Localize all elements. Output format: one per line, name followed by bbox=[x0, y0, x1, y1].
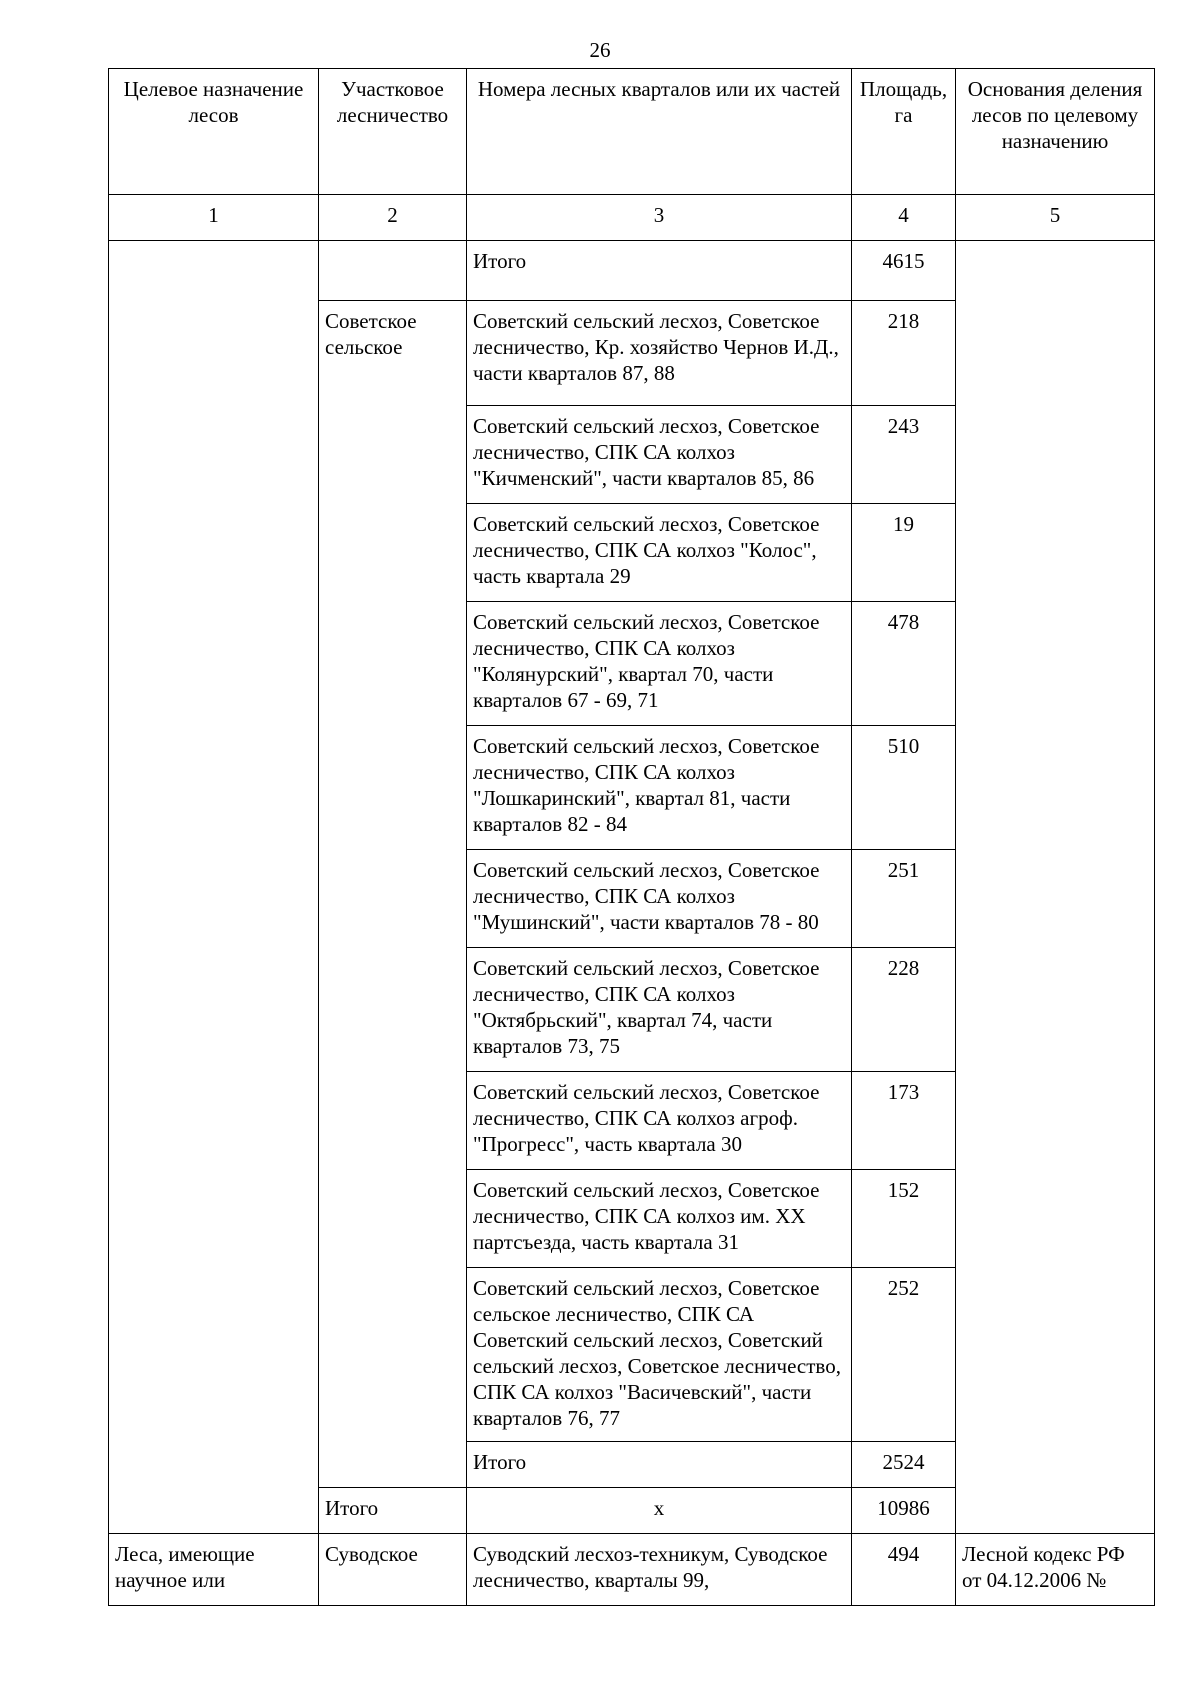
description-cell: Советский сельский лесхоз, Советское лесничество, СПК СА колхоз "Мушинский", части кварталов 78 - 80 bbox=[467, 850, 852, 948]
header-area: Площадь, га bbox=[852, 69, 956, 195]
area-cell: 10986 bbox=[852, 1488, 956, 1534]
table-row bbox=[109, 241, 1155, 301]
area-cell: 510 bbox=[852, 726, 956, 850]
table-header-row bbox=[109, 69, 1155, 195]
area-cell: 478 bbox=[852, 602, 956, 726]
district-cell: Советское сельское bbox=[319, 301, 467, 1488]
description-cell: Советский сельский лесхоз, Советское лесничество, СПК СА колхоз "Лошкаринский", квартал 81, части кварталов 82 - 84 bbox=[467, 726, 852, 850]
description-cell: Советский сельский лесхоз, Советское лесничество, Кр. хозяйство Чернов И.Д., части кварталов 87, 88 bbox=[467, 301, 852, 406]
area-cell: 251 bbox=[852, 850, 956, 948]
header-basis: Основания деления лесов по целевому назначению bbox=[956, 69, 1155, 195]
column-number: 1 bbox=[109, 195, 319, 241]
description-cell: Советский сельский лесхоз, Советское лесничество, СПК СА колхоз "Колос", часть квартала 29 bbox=[467, 504, 852, 602]
description-cell: Советский сельский лесхоз, Советское лесничество, СПК СА колхоз "Кичменский", части кварталов 85, 86 bbox=[467, 406, 852, 504]
area-cell: 19 bbox=[852, 504, 956, 602]
description-cell: х bbox=[467, 1488, 852, 1534]
header-quarters: Номера лесных кварталов или их частей bbox=[467, 69, 852, 195]
area-cell: 252 bbox=[852, 1268, 956, 1442]
district-cell: Суводское bbox=[319, 1534, 467, 1606]
description-cell: Советский сельский лесхоз, Советское лесничество, СПК СА колхоз "Октябрьский", квартал 74, части кварталов 73, 75 bbox=[467, 948, 852, 1072]
forest-allocation-table bbox=[108, 68, 1155, 1606]
area-cell: 2524 bbox=[852, 1442, 956, 1488]
area-cell: 218 bbox=[852, 301, 956, 406]
header-district: Участковое лесничество bbox=[319, 69, 467, 195]
area-cell: 152 bbox=[852, 1170, 956, 1268]
area-cell: 243 bbox=[852, 406, 956, 504]
description-cell: Советский сельский лесхоз, Советское сельское лесничество, СПК СА Советский сельский лесхоз, Советский сельский лесхоз, Советское лесничество, СПК СА колхоз "Васичевский", части кварталов 76, 77 bbox=[467, 1268, 852, 1442]
description-cell: Советский сельский лесхоз, Советское лесничество, СПК СА колхоз им. XX партсъезда, часть квартала 31 bbox=[467, 1170, 852, 1268]
area-cell: 173 bbox=[852, 1072, 956, 1170]
area-cell: 494 bbox=[852, 1534, 956, 1606]
column-number: 5 bbox=[956, 195, 1155, 241]
purpose-cell: Леса, имеющие научное или bbox=[109, 1534, 319, 1606]
area-cell: 4615 bbox=[852, 241, 956, 301]
description-cell: Советский сельский лесхоз, Советское лесничество, СПК СА колхоз агроф. "Прогресс", часть квартала 30 bbox=[467, 1072, 852, 1170]
description-cell: Итого bbox=[467, 241, 852, 301]
purpose-cell-empty bbox=[109, 241, 319, 1534]
basis-cell-empty bbox=[956, 241, 1155, 1534]
district-cell: Итого bbox=[319, 1488, 467, 1534]
table-row bbox=[109, 1534, 1155, 1606]
area-cell: 228 bbox=[852, 948, 956, 1072]
description-cell: Суводский лесхоз-техникум, Суводское лесничество, кварталы 99, bbox=[467, 1534, 852, 1606]
district-cell-empty bbox=[319, 241, 467, 301]
description-cell: Советский сельский лесхоз, Советское лесничество, СПК СА колхоз "Колянурский", квартал 70, части кварталов 67 - 69, 71 bbox=[467, 602, 852, 726]
basis-cell: Лесной кодекс РФ от 04.12.2006 № bbox=[956, 1534, 1155, 1606]
description-cell: Итого bbox=[467, 1442, 852, 1488]
page-number: 26 bbox=[589, 38, 611, 62]
column-number: 4 bbox=[852, 195, 956, 241]
header-purpose: Целевое назначение лесов bbox=[109, 69, 319, 195]
column-number: 3 bbox=[467, 195, 852, 241]
column-number: 2 bbox=[319, 195, 467, 241]
column-number-row bbox=[109, 195, 1155, 241]
